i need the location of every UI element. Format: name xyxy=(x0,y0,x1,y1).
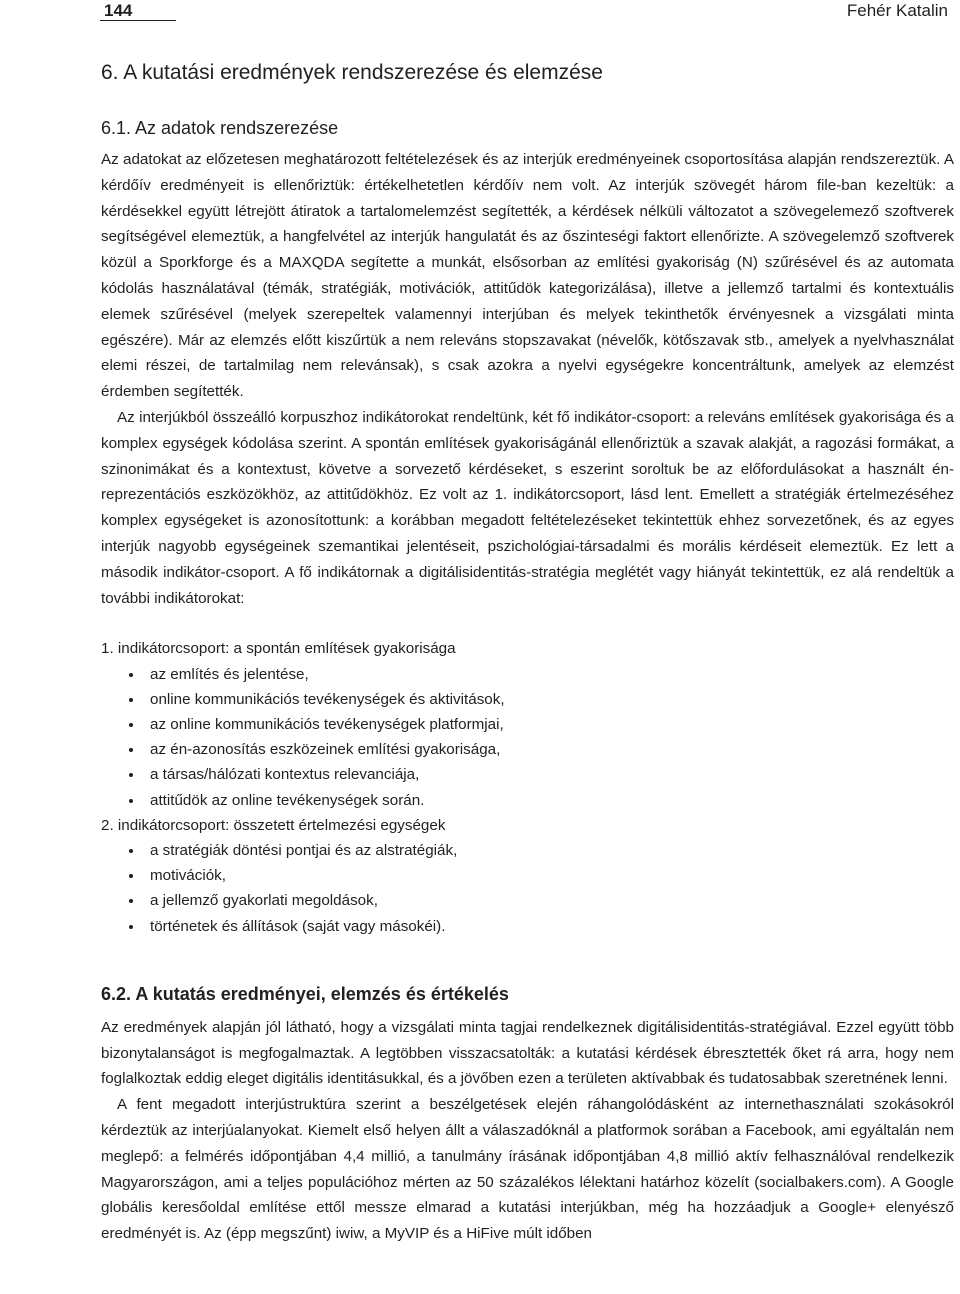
section-title-6-2: 6.2. A kutatás eredményei, elemzés és értékelés xyxy=(101,983,509,1004)
list-item: történetek és állítások (saját vagy másokéi). xyxy=(101,914,954,939)
section1-paragraph-1: Az adatokat az előzetesen meghatározott feltételezések és az interjúk eredményeinek csoportosítása alapján rendszereztük. A kérdőív eredményeit is ellenőriztük: értékelhetetlen kérdőív nem volt. Az interjúk szövegét három file-ban kezeltük: a kérdésekkel együtt létrejött átiratok a tartalomelemzést segítették, a kérdések nélküli változatot a szövegelemező szoftverek segítségével elemeztük, a hangfelvétel az interjúk hangulatát és az őszinteségi faktort ellenőrizte. A szövegelemző szoftverek közül a Sporkforge és a MAXQDA segítette a munkát, elsősorban az említési gyakoriság (N) szűrésével és az automata kódolás használatával (témák, stratégiák, motivációk, attitűdök kategorizálása), illetve a jellemző tartalmi és kontextuális elemek szűrésével (melyek szerepeltek valamennyi interjúban és melyek tekinthetők érvényesnek a vizsgálati minta egészére). Már az elemzés előtt kiszűrtük a nem releváns stopszavakat (névelők, kötőszavak stb., amelyek a nyelvhasználat elemi részei, de tartalmilag nem relevánsak), s csak azokra a nyelvi egységekre koncentráltunk, amelyek az elemzést érdemben segítették. xyxy=(101,151,954,401)
header-rule xyxy=(100,20,176,21)
chapter-title: 6. A kutatási eredmények rendszerezése és elemzése xyxy=(101,61,603,84)
list-item: az említés és jelentése, xyxy=(101,662,954,687)
indicator-group-1-list xyxy=(101,662,954,813)
indicator-group-1-title: 1. indikátorcsoport: a spontán említések gyakorisága xyxy=(101,640,456,658)
section-title-6-1: 6.1. Az adatok rendszerezése xyxy=(101,118,339,138)
list-item: a társas/hálózati kontextus relevanciája, xyxy=(101,762,954,787)
page-body xyxy=(101,58,954,1247)
indicator-group-2-title: 2. indikátorcsoport: összetett értelmezési egységek xyxy=(101,816,446,834)
bullet-icon xyxy=(129,748,133,752)
list-item: a stratégiák döntési pontjai és az alstratégiák, xyxy=(101,838,954,863)
indicator-groups xyxy=(101,636,954,938)
list-item: online kommunikációs tevékenységek és aktivitások, xyxy=(101,687,954,712)
bullet-icon xyxy=(129,723,133,727)
list-item: attitűdök az online tevékenységek során. xyxy=(101,788,954,813)
bullet-icon xyxy=(129,874,133,878)
page-number: 144 xyxy=(104,1,133,20)
list-item: az online kommunikációs tevékenységek platformjai, xyxy=(101,712,954,737)
bullet-icon xyxy=(129,673,133,677)
list-item: a jellemző gyakorlati megoldások, xyxy=(101,888,954,913)
list-item: az én-azonosítás eszközeinek említési gyakorisága, xyxy=(101,737,954,762)
bullet-icon xyxy=(129,799,133,803)
list-item: motivációk, xyxy=(101,863,954,888)
section2-paragraph-2: A fent megadott interjústruktúra szerint a beszélgetések elején ráhangolódásként az internethasználati szokásokról kérdeztük az interjúalanyokat. Kiemelt első helyen állt a válaszadóknál a platformok sorában a Facebook, ami egyáltalán nem meglepő: a felmérés időpontjában 4,4 millió, a tanulmány írásának időpontjában 4,8 millió aktív felhasználóval rendelkezik Magyarországon, ami a teljes populációhoz mérten az 50 százalékos lélektani határhoz közelít (socialbakers.com). A Google globális keresőoldal említése ettől messze elmarad a kutatási interjúkban, még ha hozzáadjuk a Google+ elenyésző eredményét is. Az (épp megszűnt) iwiw, a MyVIP és a HiFive múlt időben xyxy=(101,1096,954,1243)
running-author: Fehér Katalin xyxy=(846,1,948,20)
bullet-icon xyxy=(129,849,133,853)
bullet-icon xyxy=(129,899,133,903)
bullet-icon xyxy=(129,698,133,702)
bullet-icon xyxy=(129,925,133,929)
bullet-icon xyxy=(129,773,133,777)
section2-paragraph-1: Az eredmények alapján jól látható, hogy a vizsgálati minta tagjai rendelkeznek digitálisidentitás-stratégiával. Ezzel együtt több bizonytalanságot is megfogalmaztak. A legtöbben visszacsatolták: a kutatási kérdések ébresztették őket rá arra, hogy nem foglalkoztak eddig eleget digitális identitásukkal, és a jövőben ezen a területen aktívabbak és tudatosabbak szeretnének lenni. xyxy=(101,1018,954,1088)
section1-paragraph-2: Az interjúkból összeálló korpuszhoz indikátorokat rendeltünk, két fő indikátor-csoport: a releváns említések gyakorisága és a komplex egységek kódolása szerint. A spontán említések gyakoriságánál ellenőriztük a szavak alakját, a ragozási formákat, a szinonimákat és a kontextust, követve a sorvezető kérdéseket, s eszerint soroltuk be az előfordulásokat a használt én-reprezentációs eszközökhöz, az attitűdökhöz. Ez volt az 1. indikátorcsoport, lásd lent. Emellett a stratégiák értelmezéséhez komplex egységeket is azonosítottunk: a korábban megadott feltételezéseket tekintettük ehhez sorvezetőnek, és az egyes interjúk nagyobb egységeinek szemantikai jelentéseit, pszichológiai-társadalmi és morális kérdéseit elemeztük. Ez lett a második indikátor-csoport. A fő indikátornak a digitálisidentitás-stratégia meglétét vagy hiányát tekintettük, ez alá rendeltük a további indikátorokat: xyxy=(101,408,954,607)
indicator-group-2-list xyxy=(101,838,954,939)
page-header xyxy=(0,0,960,26)
